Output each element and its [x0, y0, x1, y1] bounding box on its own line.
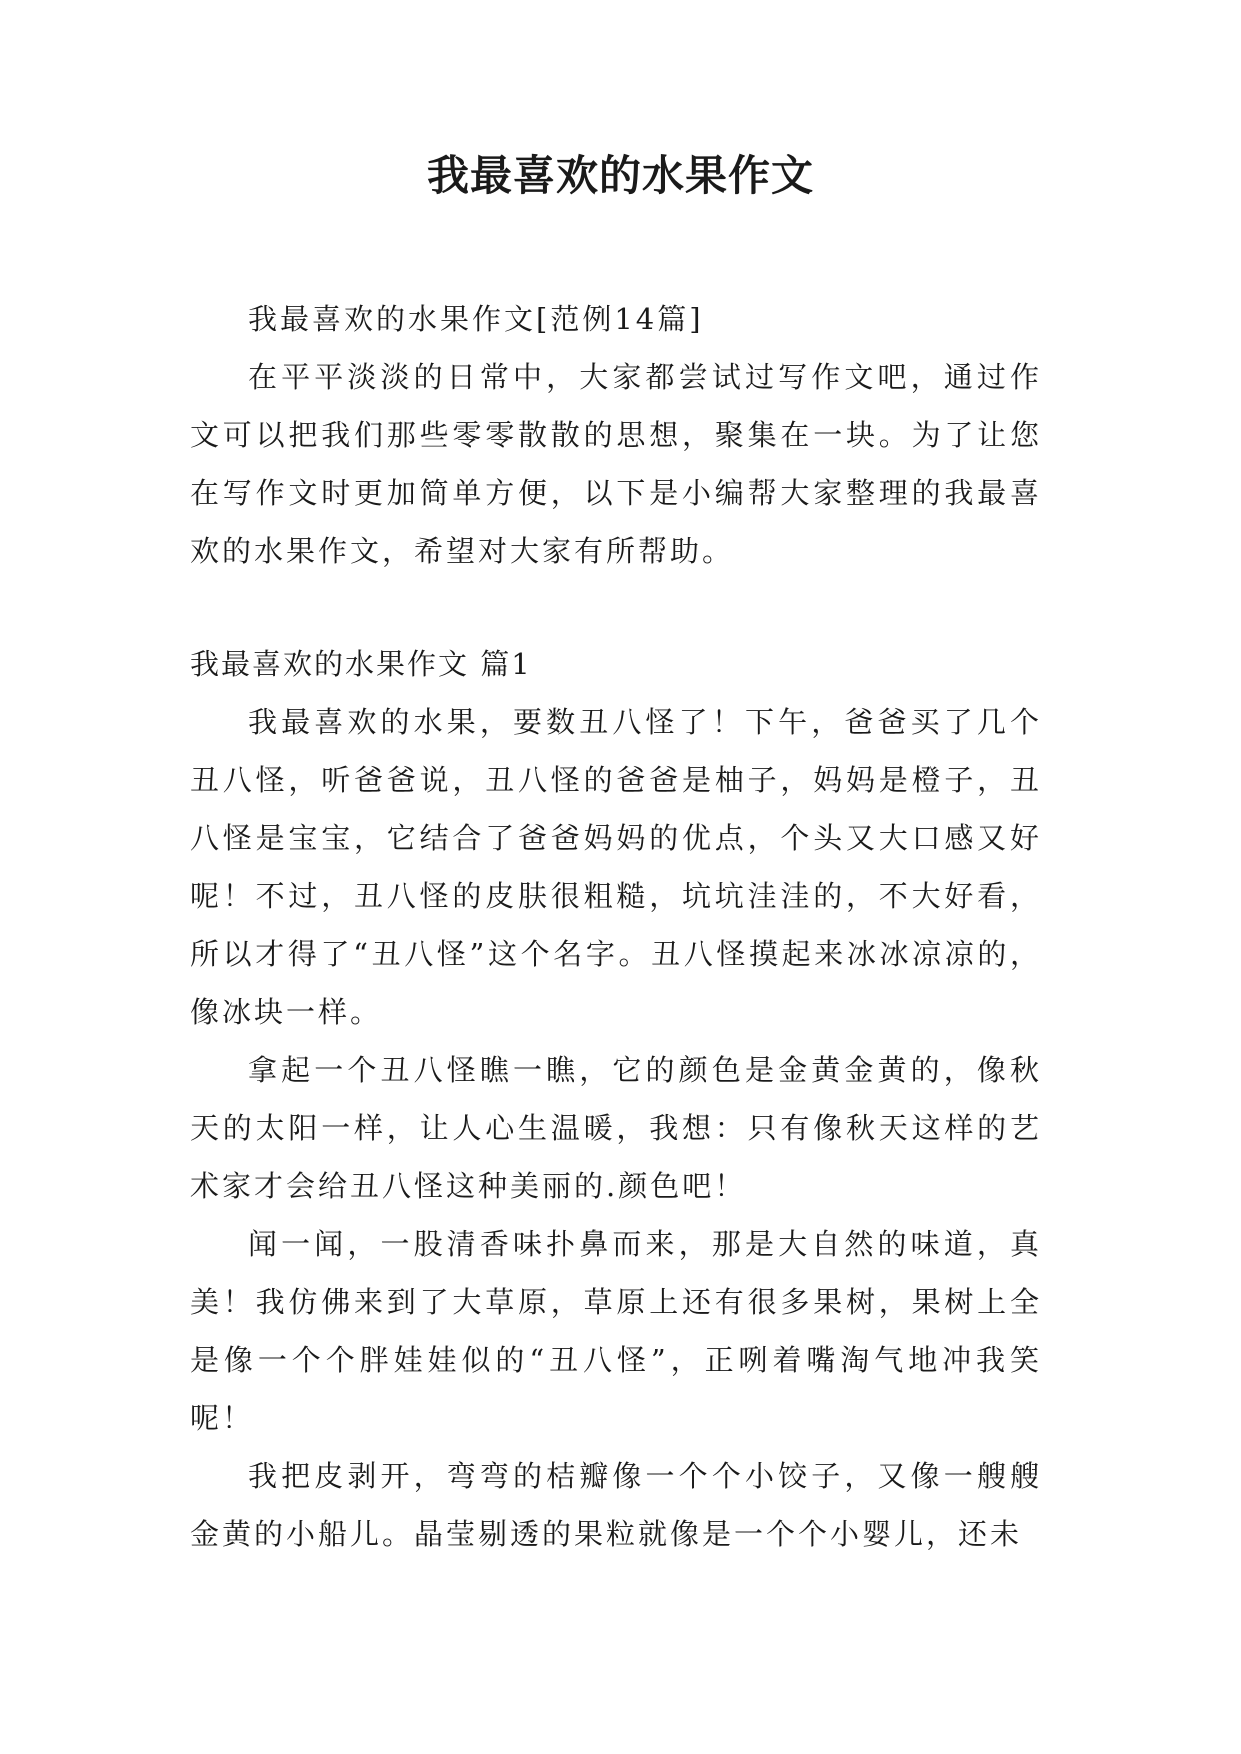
- essay-body: [190, 693, 1042, 1563]
- essay-paragraph: 闻一闻，一股清香味扑鼻而来，那是大自然的味道，真美！我仿佛来到了大草原，草原上还有很多果树，果树上全是像一个个胖娃娃似的“丑八怪”，正咧着嘴淘气地冲我笑呢！: [190, 1227, 1042, 1435]
- essay-paragraph: 拿起一个丑八怪瞧一瞧，它的颜色是金黄金黄的，像秋天的太阳一样，让人心生温暖，我想：只有像秋天这样的艺术家才会给丑八怪这种美丽的.颜色吧！: [190, 1053, 1042, 1203]
- intro-paragraph: 在平平淡淡的日常中，大家都尝试过写作文吧，通过作文可以把我们那些零零散散的思想，聚集在一块。为了让您在写作文时更加简单方便，以下是小编帮大家整理的我最喜欢的水果作文，希望对大家有所帮助。: [190, 360, 1042, 568]
- essay-paragraph: 我最喜欢的水果，要数丑八怪了！下午，爸爸买了几个丑八怪，听爸爸说，丑八怪的爸爸是柚子，妈妈是橙子，丑八怪是宝宝，它结合了爸爸妈妈的优点，个头又大口感又好呢！不过，丑八怪的皮肤很粗糙，坑坑洼洼的，不大好看，所以才得了“丑八怪”这个名字。丑八怪摸起来冰冰凉凉的，像冰块一样。: [190, 705, 1042, 1029]
- essay-paragraph: 我把皮剥开，弯弯的桔瓣像一个个小饺子，又像一艘艘金黄的小船儿。晶莹剔透的果粒就像是一个个小婴儿，还未: [190, 1459, 1042, 1551]
- section-heading: 我最喜欢的水果作文 篇1: [190, 647, 532, 681]
- document-subtitle: 我最喜欢的水果作文[范例14篇]: [248, 302, 704, 336]
- document-title: 我最喜欢的水果作文: [426, 151, 814, 200]
- intro-section: [190, 290, 1042, 580]
